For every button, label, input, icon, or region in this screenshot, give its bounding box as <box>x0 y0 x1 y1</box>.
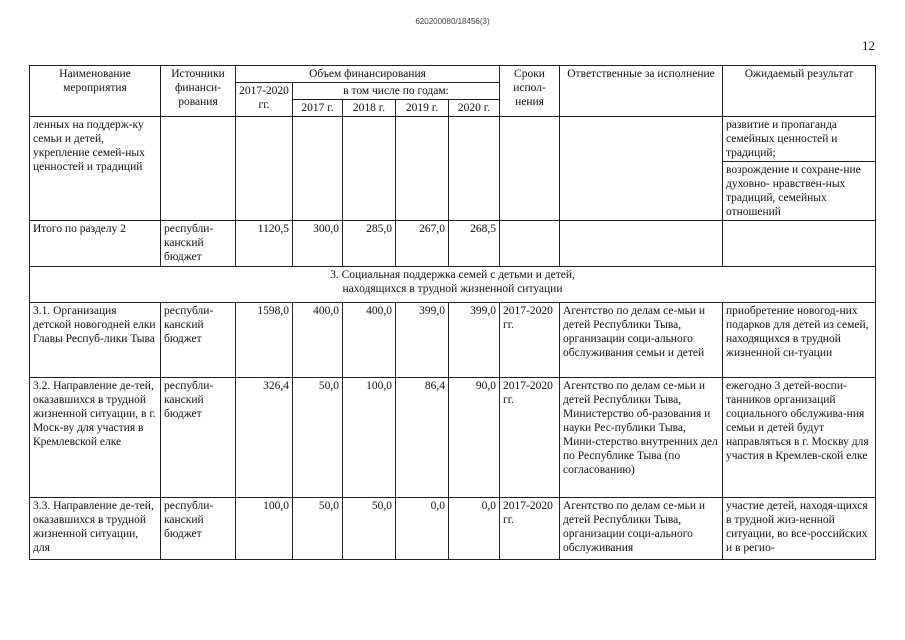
section-title <box>30 267 876 303</box>
row-source: республи-канский бюджет <box>161 378 236 498</box>
row-2017: 50,0 <box>293 498 343 560</box>
row-source: республи-канский бюджет <box>161 303 236 378</box>
table-row <box>30 303 876 378</box>
row-terms: 2017-2020 гг. <box>500 378 560 498</box>
financing-table <box>29 65 876 560</box>
row-responsible: Агентство по делам се-мьи и детей Республики Тыва, Министерство об-разования и науки Рес-публики Тыва, Мини-стерство внутренних дел по Республике Тыва (по согласованию) <box>560 378 723 498</box>
total-name: Итого по разделу 2 <box>30 221 161 267</box>
continuation-result-b: возрождение и сохране-ние духовно- нравствен-ных традиций, семейных отношений <box>726 164 861 218</box>
continuation-name: ленных на поддерж-ку семьи и детей, укрепление семей-ных ценностей и традиций <box>30 117 161 221</box>
header-responsible: Ответственные за исполнение <box>560 66 723 117</box>
row-2018: 400,0 <box>343 303 396 378</box>
row-terms: 2017-2020 гг. <box>500 303 560 378</box>
row-terms: 2017-2020 гг. <box>500 498 560 560</box>
row-2020: 399,0 <box>449 303 500 378</box>
row-total: 100,0 <box>236 498 293 560</box>
total-2020: 268,5 <box>449 221 500 267</box>
continuation-result <box>723 117 876 221</box>
section-title-line-1: 3. Социальная поддержка семей с детьми и детей, <box>330 269 575 281</box>
row-2017: 400,0 <box>293 303 343 378</box>
section-row <box>30 267 876 303</box>
row-result: участие детей, находя-щихся в трудной жиз-ненной ситуации, во все-российских и в регио- <box>723 498 876 560</box>
header-terms: Сроки испол-нения <box>500 66 560 117</box>
row-2019: 0,0 <box>396 498 449 560</box>
total-source: республи-канский бюджет <box>161 221 236 267</box>
header-row-1 <box>30 66 876 83</box>
table-row <box>30 378 876 498</box>
total-2018: 285,0 <box>343 221 396 267</box>
row-name: 3.2. Направление де-тей, оказавшихся в трудной жизненной ситуации, в г. Моск-ву для участия в Кремлевской елке <box>30 378 161 498</box>
row-total: 326,4 <box>236 378 293 498</box>
header-sources: Источники финанси-рования <box>161 66 236 117</box>
header-2019: 2019 г. <box>396 100 449 117</box>
header-total: 2017-2020 гг. <box>236 83 293 117</box>
row-2019: 86,4 <box>396 378 449 498</box>
header-result: Ожидаемый результат <box>723 66 876 117</box>
row-source: республи-канский бюджет <box>161 498 236 560</box>
header-2018: 2018 г. <box>343 100 396 117</box>
section-title-line-2: находящихся в трудной жизненной ситуации <box>342 283 563 295</box>
row-result: ежегодно 3 детей-воспи-танников организаций социального обслужива-ния семьи и детей будут направляться в г. Москву для участия в Кремлев-ской елке <box>723 378 876 498</box>
row-responsible: Агентство по делам се-мьи и детей Республики Тыва, организации соци-ального обслуживания <box>560 498 723 560</box>
header-2020: 2020 г. <box>449 100 500 117</box>
row-name: 3.1. Организация детской новогодней елки Главы Респуб-лики Тыва <box>30 303 161 378</box>
continuation-result-a: развитие и пропаганда семейных ценностей и традиций; <box>723 117 875 162</box>
page-number: 12 <box>862 38 875 53</box>
row-responsible: Агентство по делам се-мьи и детей Республики Тыва, организации соци-ального обслуживания семьи и детей <box>560 303 723 378</box>
row-2019: 399,0 <box>396 303 449 378</box>
total-2017: 300,0 <box>293 221 343 267</box>
row-2018: 50,0 <box>343 498 396 560</box>
row-2020: 90,0 <box>449 378 500 498</box>
total-sum: 1120,5 <box>236 221 293 267</box>
row-2020: 0,0 <box>449 498 500 560</box>
header-2017: 2017 г. <box>293 100 343 117</box>
header-volume: Объем финансирования <box>236 66 500 83</box>
total-2019: 267,0 <box>396 221 449 267</box>
row-name: 3.3. Направление де-тей, оказавшихся в трудной жизненной ситуации, для <box>30 498 161 560</box>
row-result: приобретение новогод-них подарков для детей из семей, находящихся в трудной жизненной си-туации <box>723 303 876 378</box>
document-id: 620200080/18456(3) <box>415 17 490 26</box>
table-row <box>30 498 876 560</box>
header-name: Наименование мероприятия <box>30 66 161 117</box>
row-2018: 100,0 <box>343 378 396 498</box>
row-2017: 50,0 <box>293 378 343 498</box>
header-by-years: в том числе по годам: <box>293 83 500 100</box>
continuation-row <box>30 117 876 221</box>
row-total: 1598,0 <box>236 303 293 378</box>
total-row <box>30 221 876 267</box>
